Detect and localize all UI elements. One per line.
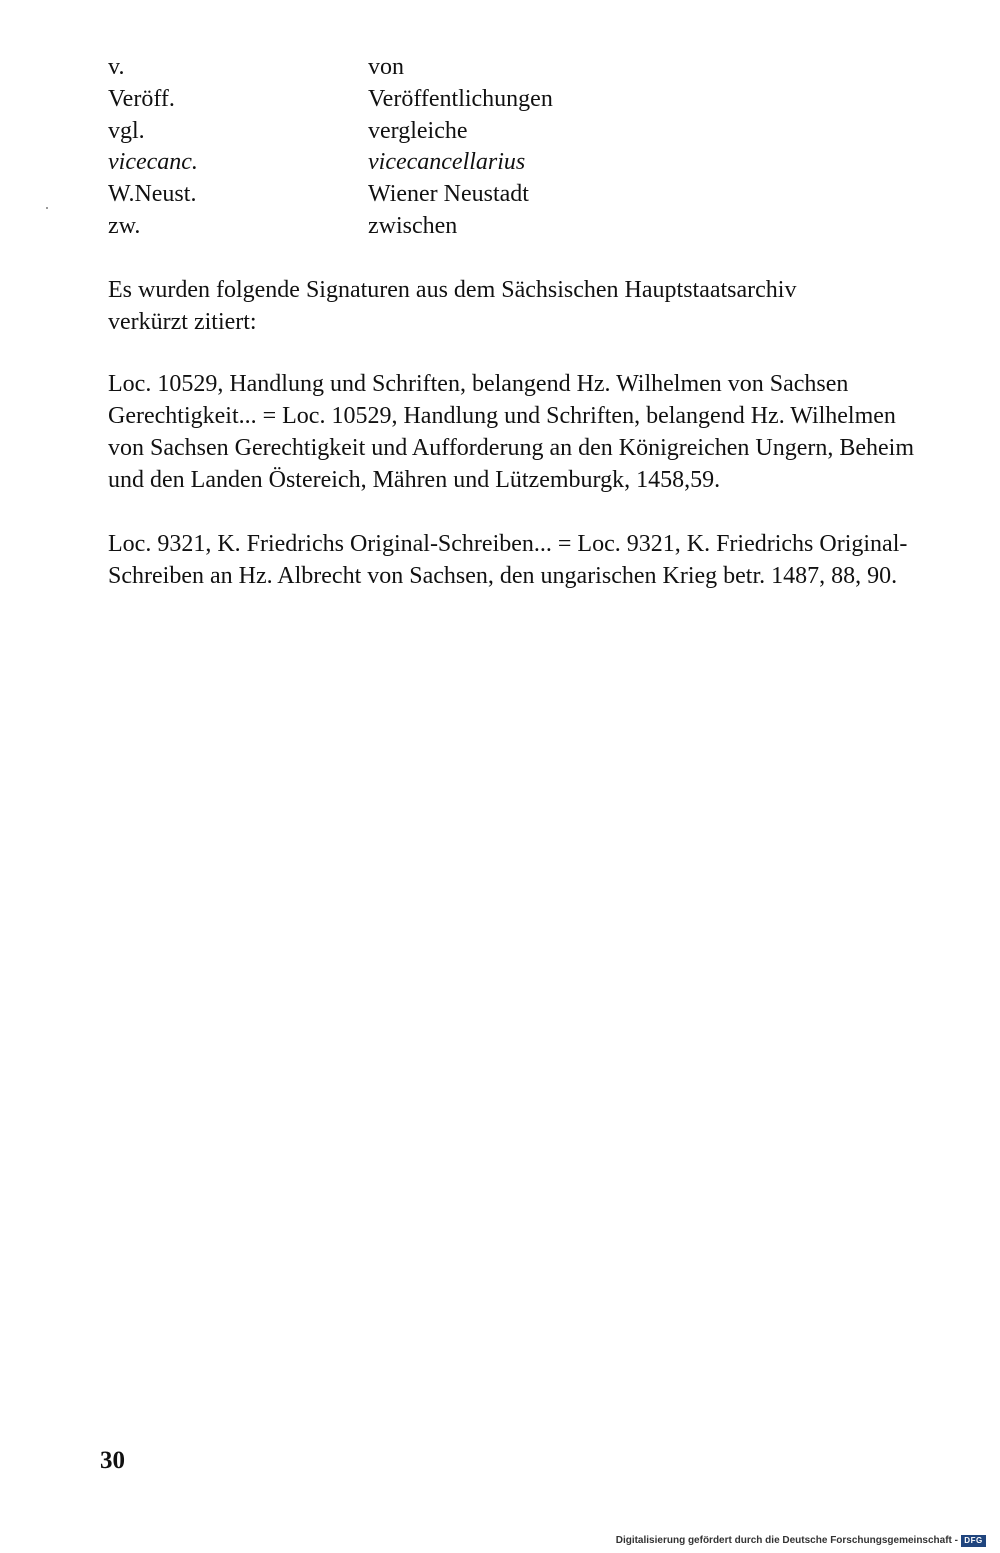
scan-speck (46, 207, 48, 209)
paragraph-line: Es wurden folgende Signaturen aus dem Sächsischen Hauptstaatsarchiv (108, 277, 797, 303)
paragraph-line: von Sachsen Gerechtigkeit und Aufforderung an den Königreichen Ungern, Beheim (108, 435, 914, 461)
paragraph-line: Loc. 10529, Handlung und Schriften, belangend Hz. Wilhelmen von Sachsen (108, 371, 849, 397)
intro-paragraph (108, 274, 998, 338)
abbreviation-key: zw. (108, 212, 141, 239)
abbreviation-key: W.Neust. (108, 181, 197, 208)
abbreviation-row (108, 211, 708, 243)
abbreviation-row (108, 84, 708, 116)
dfg-logo: DFG (961, 1535, 986, 1547)
abbreviation-expansion: von (368, 54, 404, 80)
abbreviation-expansion: vicecancellarius (368, 149, 526, 176)
abbreviation-expansion: vergleiche (368, 117, 468, 144)
page-number: 30 (100, 1447, 125, 1474)
abbreviation-row (108, 52, 708, 84)
signature-entry-loc-10529 (108, 368, 998, 496)
digitization-credit: Digitalisierung gefördert durch die Deutsche Forschungsgemeinschaft - (615, 1535, 958, 1546)
abbreviation-row (108, 147, 708, 179)
abbreviation-key: vicecanc. (108, 149, 198, 176)
abbreviation-expansion: Wiener Neustadt (368, 181, 529, 208)
paragraph-line: Loc. 9321, K. Friedrichs Original-Schreiben... = Loc. 9321, K. Friedrichs Original- (108, 531, 908, 557)
paragraph-line: verkürzt zitiert: (108, 309, 257, 335)
paragraph-line: und den Landen Östereich, Mähren und Lützemburgk, 1458,59. (108, 467, 721, 493)
paragraph-line: Schreiben an Hz. Albrecht von Sachsen, den ungarischen Krieg betr. 1487, 88, 90. (108, 563, 898, 589)
abbreviation-expansion: Veröffentlichungen (368, 85, 553, 112)
abbreviation-row (108, 179, 708, 211)
abbreviation-row (108, 116, 708, 148)
abbreviation-key: v. (108, 54, 125, 80)
signature-entry-loc-9321 (108, 528, 998, 592)
abbreviation-key: Veröff. (108, 85, 175, 112)
abbreviation-list (108, 52, 708, 243)
abbreviation-expansion: zwischen (368, 212, 458, 239)
abbreviation-key: vgl. (108, 117, 145, 144)
paragraph-line: Gerechtigkeit... = Loc. 10529, Handlung und Schriften, belangend Hz. Wilhelmen (108, 403, 896, 429)
